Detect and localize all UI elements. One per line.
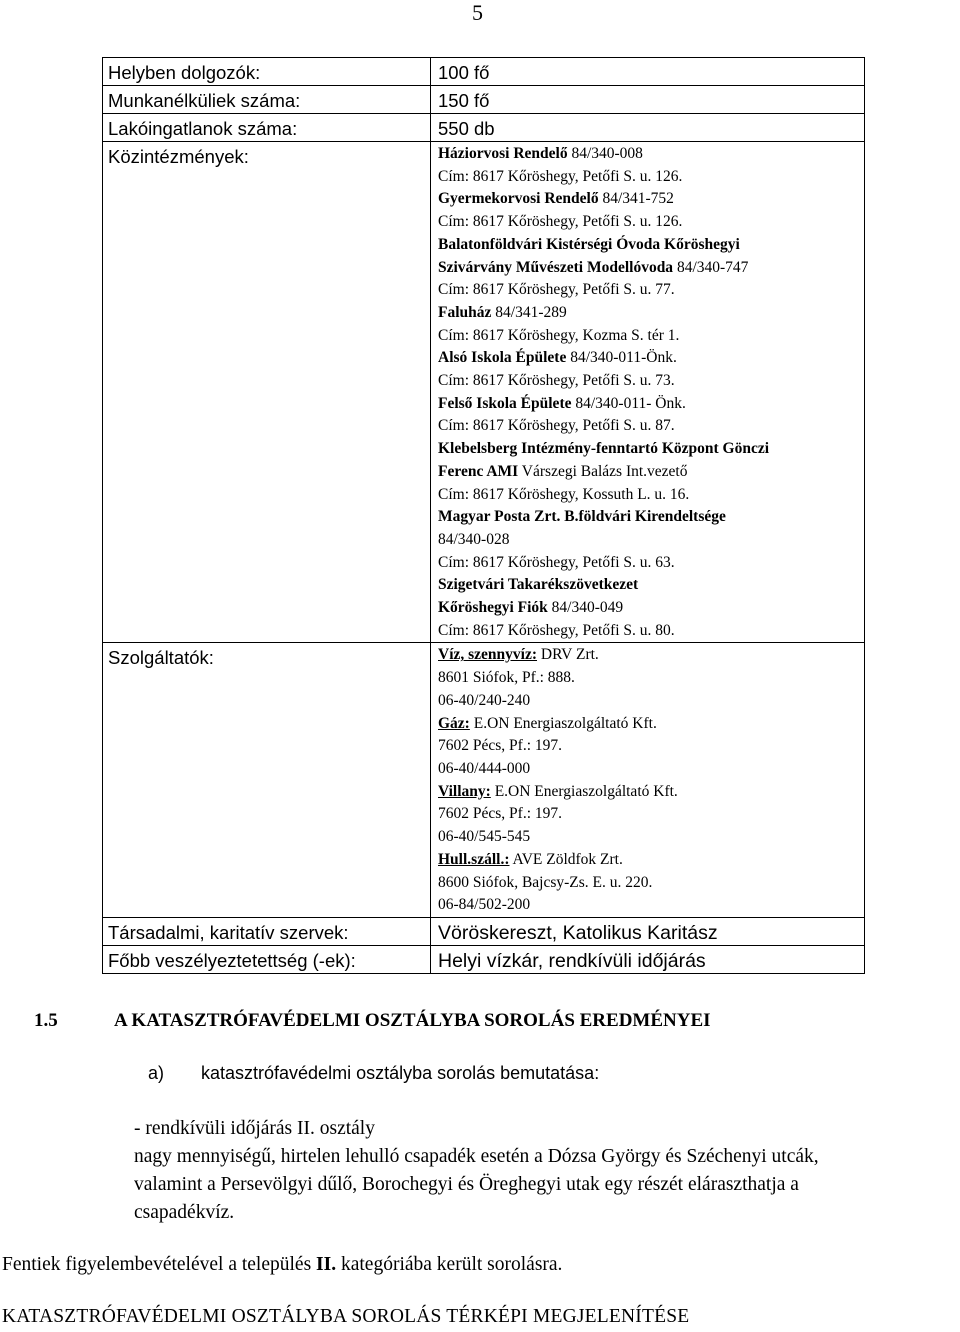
- list-item: [438, 347, 864, 370]
- hazards-value: Helyi vízkár, rendkívüli időjárás: [431, 945, 865, 973]
- institution-address: Cím: 8617 Kőröshegy, Petőfi S. u. 126.: [438, 213, 683, 231]
- service-phone: 06-40/545-545: [438, 828, 531, 846]
- list-item: [438, 574, 864, 597]
- institution-name: Alsó Iskola Épülete: [438, 349, 567, 367]
- institution-address: Cím: 8617 Kőröshegy, Petőfi S. u. 73.: [438, 372, 675, 390]
- institution-name: Faluház: [438, 303, 492, 321]
- service-address: 8600 Siófok, Bajcsy-Zs. E. u. 220.: [438, 873, 653, 891]
- institution-name-cont: Ferenc AMI: [438, 462, 519, 480]
- institution-address: Cím: 8617 Kőröshegy, Kozma S. tér 1.: [438, 326, 680, 344]
- summary-category: II.: [316, 1254, 337, 1275]
- service-category: Villany:: [438, 782, 491, 800]
- section-heading: [34, 1010, 711, 1032]
- institution-address: Cím: 8617 Kőröshegy, Kossuth L. u. 16.: [438, 485, 690, 503]
- hazards-label: Főbb veszélyeztetettség (-ek):: [103, 945, 431, 973]
- workers-value: 100 fő: [431, 58, 865, 86]
- page-number: 5: [472, 0, 483, 25]
- residential-value: 550 db: [431, 114, 865, 142]
- institutions-label: Közintézmények:: [103, 142, 431, 643]
- table-row: [103, 917, 865, 945]
- institutions-list: [431, 142, 865, 643]
- subsection-mark: a): [148, 1063, 165, 1083]
- unemployed-value: 150 fő: [431, 86, 865, 114]
- municipality-info-table: [102, 57, 865, 974]
- service-provider: E.ON Energiaszolgáltató Kft.: [490, 782, 678, 800]
- unemployed-label: Munkanélküliek száma:: [103, 86, 431, 114]
- institution-name: Balatonföldvári Kistérségi Óvoda Kőröshegyi: [438, 235, 740, 253]
- list-item: [438, 713, 864, 736]
- institution-address: Cím: 8617 Kőröshegy, Petőfi S. u. 126.: [438, 167, 683, 185]
- subsection-text: katasztrófavédelmi osztályba sorolás bemutatása:: [201, 1063, 600, 1083]
- institution-address: Cím: 8617 Kőröshegy, Petőfi S. u. 77.: [438, 281, 675, 299]
- service-category: Víz, szennyvíz:: [438, 646, 538, 664]
- service-phone: 06-40/444-000: [438, 759, 531, 777]
- institution-name-cont: Kőröshegyi Fiók: [438, 599, 548, 617]
- table-row: [103, 643, 865, 917]
- institution-phone: 84/340-011-Önk.: [566, 349, 677, 367]
- paragraph-line: csapadékvíz.: [134, 1202, 235, 1223]
- institution-phone: 84/341-289: [491, 303, 567, 321]
- service-provider: AVE Zöldfok Zrt.: [509, 850, 623, 868]
- institution-name: Klebelsberg Intézmény-fenntartó Központ Gönczi: [438, 440, 770, 458]
- service-provider: DRV Zrt.: [537, 646, 599, 664]
- institution-phone: 84/340-747: [673, 258, 749, 276]
- summary-text: kategóriába került sorolásra.: [336, 1254, 563, 1275]
- service-phone: 06-40/240-240: [438, 691, 531, 709]
- section-title: A KATASZTRÓFAVÉDELMI OSZTÁLYBA SOROLÁS EREDMÉNYEI: [114, 1010, 711, 1031]
- table-row: [103, 86, 865, 114]
- list-item: [438, 234, 864, 257]
- institution-name: Felső Iskola Épülete: [438, 394, 572, 412]
- residential-label: Lakóingatlanok száma:: [103, 114, 431, 142]
- service-address: 7602 Pécs, Pf.: 197.: [438, 737, 562, 755]
- list-item: [438, 849, 864, 872]
- service-category: Hull.száll.:: [438, 850, 510, 868]
- list-item: [438, 644, 864, 667]
- institution-name: Szigetvári Takarékszövetkezet: [438, 576, 639, 594]
- list-item: [438, 257, 864, 280]
- service-phone: 06-84/502-200: [438, 896, 531, 914]
- service-address: 8601 Siófok, Pf.: 888.: [438, 669, 575, 687]
- paragraph-line: valamint a Persevölgyi dűlő, Borochegyi és Öreghegyi utak egy részét eláraszthatja a: [134, 1174, 799, 1195]
- paragraph-line: nagy mennyiségű, hirtelen lehulló csapadék esetén a Dózsa György és Széchenyi utcák,: [134, 1146, 819, 1167]
- list-item: [438, 302, 864, 325]
- table-row: [103, 142, 865, 643]
- table-row: [103, 114, 865, 142]
- table-row: [103, 58, 865, 86]
- table-row: [103, 945, 865, 973]
- institution-name: Gyermekorvosi Rendelő: [438, 190, 599, 208]
- service-provider: E.ON Energiaszolgáltató Kft.: [469, 714, 657, 732]
- services-list: [431, 643, 865, 917]
- map-heading: KATASZTRÓFAVÉDELMI OSZTÁLYBA SOROLÁS TÉRKÉPI MEGJELENÍTÉSE: [2, 1306, 690, 1327]
- social-label: Társadalmi, karitatív szervek:: [103, 917, 431, 945]
- institution-phone: Várszegi Balázs Int.vezető: [518, 462, 688, 480]
- list-item: [438, 597, 864, 620]
- institution-address: Cím: 8617 Kőröshegy, Petőfi S. u. 63.: [438, 553, 675, 571]
- institution-phone: 84/340-008: [567, 145, 643, 162]
- list-item: [438, 461, 864, 484]
- list-item: [438, 781, 864, 804]
- service-address: 7602 Pécs, Pf.: 197.: [438, 805, 562, 823]
- service-category: Gáz:: [438, 714, 470, 732]
- institution-phone: 84/340-011- Önk.: [571, 394, 686, 412]
- institution-name: Magyar Posta Zrt. B.földvári Kirendeltsége: [438, 508, 726, 526]
- institution-phone: 84/341-752: [598, 190, 674, 208]
- summary-sentence: [2, 1254, 562, 1276]
- institution-address: Cím: 8617 Kőröshegy, Petőfi S. u. 87.: [438, 417, 675, 435]
- services-label: Szolgáltatók:: [103, 643, 431, 917]
- institution-phone: 84/340-028: [438, 530, 510, 548]
- classification-bullet: - rendkívüli időjárás II. osztály: [134, 1118, 375, 1139]
- section-number: 1.5: [34, 1010, 58, 1031]
- classification-paragraph: [134, 1115, 959, 1227]
- list-item: [438, 143, 864, 166]
- list-item: [438, 188, 864, 211]
- social-value: Vöröskereszt, Katolikus Karitász: [431, 917, 865, 945]
- institution-name: Háziorvosi Rendelő: [438, 145, 568, 162]
- summary-text: Fentiek figyelembevételével a település: [2, 1254, 317, 1275]
- list-item: [438, 393, 864, 416]
- list-item: [438, 438, 864, 461]
- subsection-item: [148, 1063, 599, 1084]
- institution-name-cont: Szivárvány Művészeti Modellóvoda: [438, 258, 674, 276]
- institution-address: Cím: 8617 Kőröshegy, Petőfi S. u. 80.: [438, 621, 675, 639]
- list-item: [438, 506, 864, 529]
- institution-phone: 84/340-049: [547, 599, 624, 617]
- workers-label: Helyben dolgozók:: [103, 58, 431, 86]
